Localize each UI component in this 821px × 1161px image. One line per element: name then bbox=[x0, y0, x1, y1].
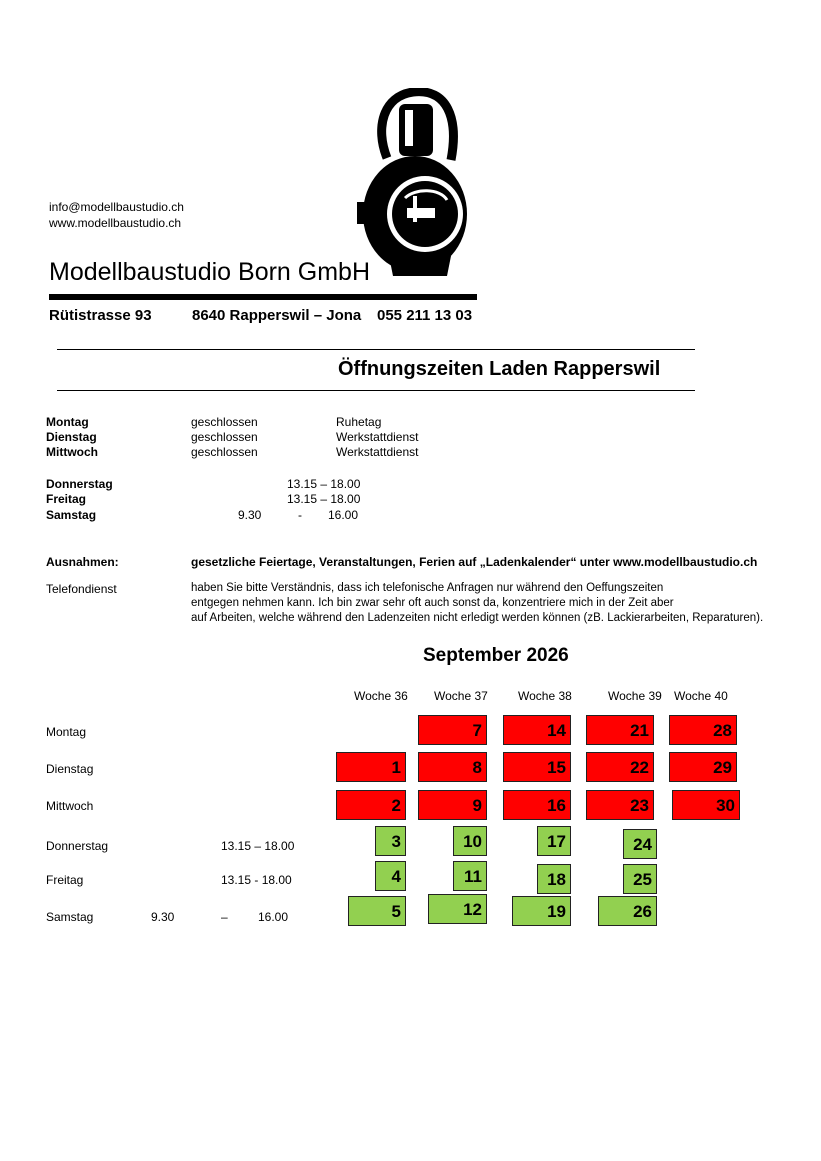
hours-note-1: Werkstattdienst bbox=[336, 430, 419, 444]
cal-time-freitag: 13.15 - 18.00 bbox=[221, 873, 292, 887]
contact-web: www.modellbaustudio.ch bbox=[49, 216, 182, 230]
date-cell: 21 bbox=[586, 715, 654, 745]
hours-day-2: Mittwoch bbox=[46, 445, 98, 459]
hours-time-4: 13.15 – 18.00 bbox=[287, 492, 361, 506]
date-cell: 1 bbox=[336, 752, 406, 782]
company-name: Modellbaustudio Born GmbH bbox=[49, 258, 370, 286]
week-header-39: Woche 39 bbox=[608, 689, 662, 703]
date-cell: 7 bbox=[418, 715, 487, 745]
date-cell: 28 bbox=[669, 715, 737, 745]
address-street: Rütistrasse 93 bbox=[49, 307, 152, 324]
cal-to-samstag: 16.00 bbox=[258, 910, 289, 924]
title-rule-bottom bbox=[57, 390, 695, 391]
hours-note-2: Werkstattdienst bbox=[336, 445, 419, 459]
date-cell: 2 bbox=[336, 790, 406, 820]
date-cell: 16 bbox=[503, 790, 571, 820]
date-cell: 18 bbox=[537, 864, 571, 894]
date-cell: 8 bbox=[418, 752, 487, 782]
hours-status-1: geschlossen bbox=[191, 430, 258, 444]
date-cell: 12 bbox=[428, 894, 487, 924]
date-cell: 5 bbox=[348, 896, 406, 926]
cal-day-donnerstag: Donnerstag bbox=[46, 839, 109, 853]
date-cell: 4 bbox=[375, 861, 406, 891]
cal-time-donnerstag: 13.15 – 18.00 bbox=[221, 839, 295, 853]
calendar-month: September 2026 bbox=[423, 645, 569, 666]
title-rule-top bbox=[57, 349, 695, 350]
date-cell: 29 bbox=[669, 752, 737, 782]
date-cell: 3 bbox=[375, 826, 406, 856]
cal-day-samstag: Samstag bbox=[46, 910, 94, 924]
date-cell: 22 bbox=[586, 752, 654, 782]
hours-day-3: Donnerstag bbox=[46, 477, 113, 491]
phone-service-label: Telefondienst bbox=[46, 582, 117, 596]
hours-to-5: 16.00 bbox=[328, 508, 359, 522]
hours-day-1: Dienstag bbox=[46, 430, 97, 444]
exceptions-label: Ausnahmen: bbox=[46, 555, 119, 569]
hours-status-0: geschlossen bbox=[191, 415, 258, 429]
date-cell: 14 bbox=[503, 715, 571, 745]
page-title: Öffnungszeiten Laden Rapperswil bbox=[338, 358, 661, 380]
header-rule bbox=[49, 294, 477, 300]
date-cell: 30 bbox=[672, 790, 740, 820]
hours-day-4: Freitag bbox=[46, 492, 87, 506]
phone-service-line-0: haben Sie bitte Verständnis, dass ich telefonische Anfragen nur während den Oeffungszeiten bbox=[191, 582, 664, 594]
date-cell: 26 bbox=[598, 896, 657, 926]
hours-status-2: geschlossen bbox=[191, 445, 258, 459]
lantern-icon bbox=[355, 88, 475, 276]
hours-time-3: 13.15 – 18.00 bbox=[287, 477, 361, 491]
date-cell: 17 bbox=[537, 826, 571, 856]
hours-day-5: Samstag bbox=[46, 508, 97, 522]
exceptions-text: gesetzliche Feiertage, Veranstaltungen, Ferien auf „Ladenkalender“ unter www.modellbaustudio.ch bbox=[191, 555, 758, 569]
hours-day-0: Montag bbox=[46, 415, 89, 429]
cal-dash-samstag: – bbox=[221, 910, 228, 924]
cal-day-dienstag: Dienstag bbox=[46, 762, 94, 776]
date-cell: 11 bbox=[453, 861, 487, 891]
hours-dash-5: - bbox=[298, 508, 302, 522]
address-city: 8640 Rapperswil – Jona bbox=[192, 307, 362, 324]
date-cell: 10 bbox=[453, 826, 487, 856]
cal-day-montag: Montag bbox=[46, 725, 87, 739]
cal-day-freitag: Freitag bbox=[46, 873, 84, 887]
week-header-37: Woche 37 bbox=[434, 689, 488, 703]
date-cell: 19 bbox=[512, 896, 571, 926]
date-cell: 25 bbox=[623, 864, 657, 894]
week-header-40: Woche 40 bbox=[674, 689, 728, 703]
week-header-38: Woche 38 bbox=[518, 689, 572, 703]
week-header-36: Woche 36 bbox=[354, 689, 408, 703]
hours-note-0: Ruhetag bbox=[336, 415, 382, 429]
hours-from-5: 9.30 bbox=[238, 508, 262, 522]
cal-day-mittwoch: Mittwoch bbox=[46, 799, 94, 813]
address-phone: 055 211 13 03 bbox=[377, 307, 473, 324]
contact-email: info@modellbaustudio.ch bbox=[49, 200, 184, 214]
phone-service-line-2: auf Arbeiten, welche während den Ladenzeiten nicht erledigt werden können (zB. Lackierarbeiten, Reparaturen). bbox=[191, 612, 764, 624]
date-cell: 24 bbox=[623, 829, 657, 859]
date-cell: 9 bbox=[418, 790, 487, 820]
phone-service-line-1: entgegen nehmen kann. Ich bin zwar sehr oft auch sonst da, konzentriere mich in der Zeit aber bbox=[191, 597, 674, 609]
cal-from-samstag: 9.30 bbox=[151, 910, 175, 924]
date-cell: 23 bbox=[586, 790, 654, 820]
date-cell: 15 bbox=[503, 752, 571, 782]
